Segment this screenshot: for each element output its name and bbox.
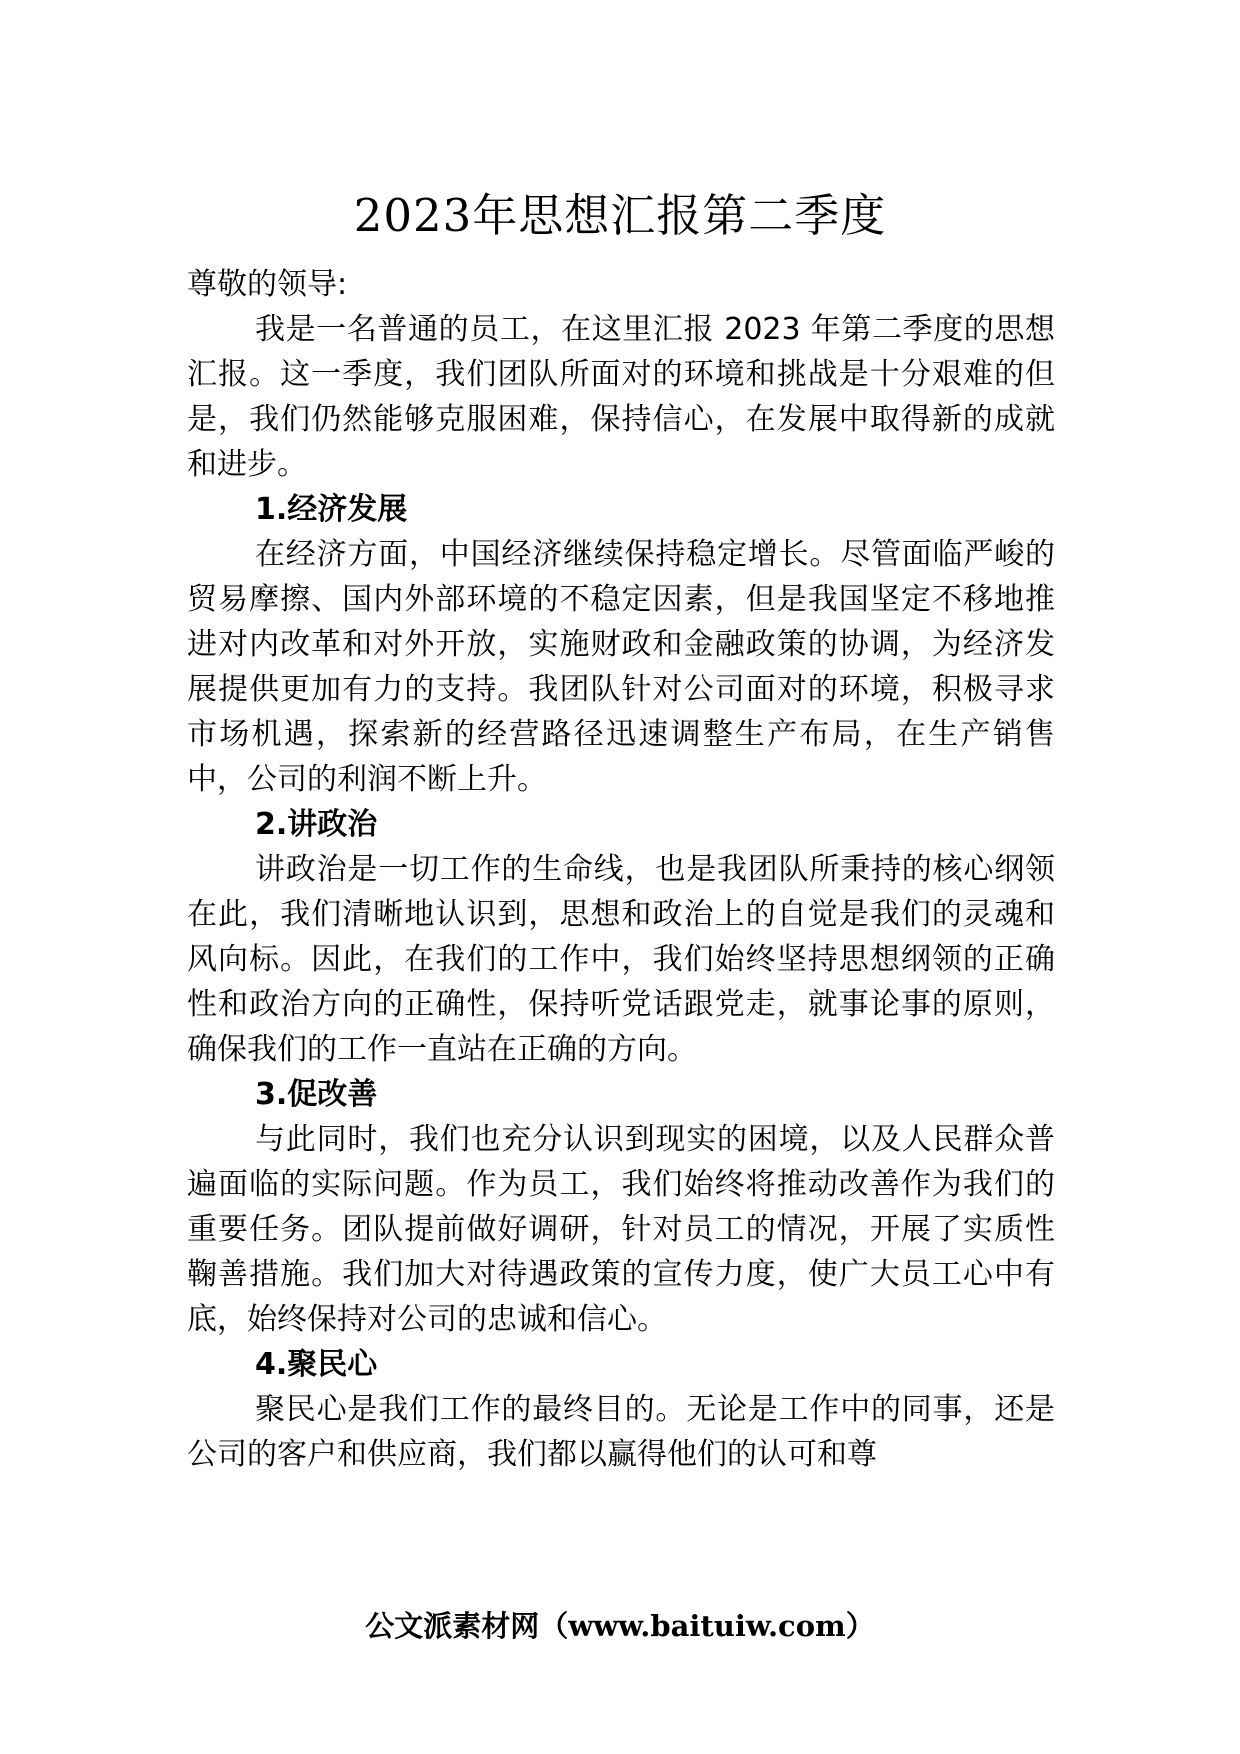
- section-body-people: 聚民心是我们工作的最终目的。无论是工作中的同事，还是公司的客户和供应商，我们都以赢得他们的认可和尊: [187, 1392, 1055, 1472]
- section-body-improvement: 与此同时，我们也充分认识到现实的困境，以及人民群众普遍面临的实际问题。作为员工，我们始终将推动改善作为我们的重要任务。团队提前做好调研，针对员工的情况，开展了实质性鞠善措施。我们加大对待遇政策的宣传力度，使广大员工心中有底，始终保持对公司的忠诚和信心。: [187, 1122, 1055, 1337]
- salutation: 尊敬的领导:: [187, 267, 348, 302]
- section-heading-politics: 2.讲政治: [255, 807, 378, 842]
- section-heading-improvement: 3.促改善: [255, 1077, 378, 1112]
- section-heading-economy: 1.经济发展: [255, 492, 408, 527]
- section-body-politics: 讲政治是一切工作的生命线，也是我团队所秉持的核心纲领在此，我们清晰地认识到，思想和政治上的自觉是我们的灵魂和风向标。因此，在我们的工作中，我们始终坚持思想纲领的正确性和政治方向的正确性，保持听党话跟党走，就事论事的原则，确保我们的工作一直站在正确的方向。: [187, 852, 1055, 1067]
- footer-watermark: 公文派素材网（www.baituiw.com）: [365, 1609, 875, 1643]
- intro-paragraph: 我是一名普通的员工，在这里汇报 2023 年第二季度的思想汇报。这一季度，我们团队所面对的环境和挑战是十分艰难的但是，我们仍然能够克服困难，保持信心，在发展中取得新的成就和进步。: [187, 312, 1055, 482]
- document-title: 2023年思想汇报第二季度: [353, 189, 887, 242]
- section-heading-people: 4.聚民心: [255, 1347, 378, 1382]
- document-body: [187, 262, 1055, 1477]
- section-body-economy: 在经济方面，中国经济继续保持稳定增长。尽管面临严峻的贸易摩擦、国内外部环境的不稳定因素，但是我国坚定不移地推进对内改革和对外开放，实施财政和金融政策的协调，为经济发展提供更加有力的支持。我团队针对公司面对的环境，积极寻求市场机遇，探索新的经营路径迅速调整生产布局，在生产销售中，公司的利润不断上升。: [187, 537, 1055, 797]
